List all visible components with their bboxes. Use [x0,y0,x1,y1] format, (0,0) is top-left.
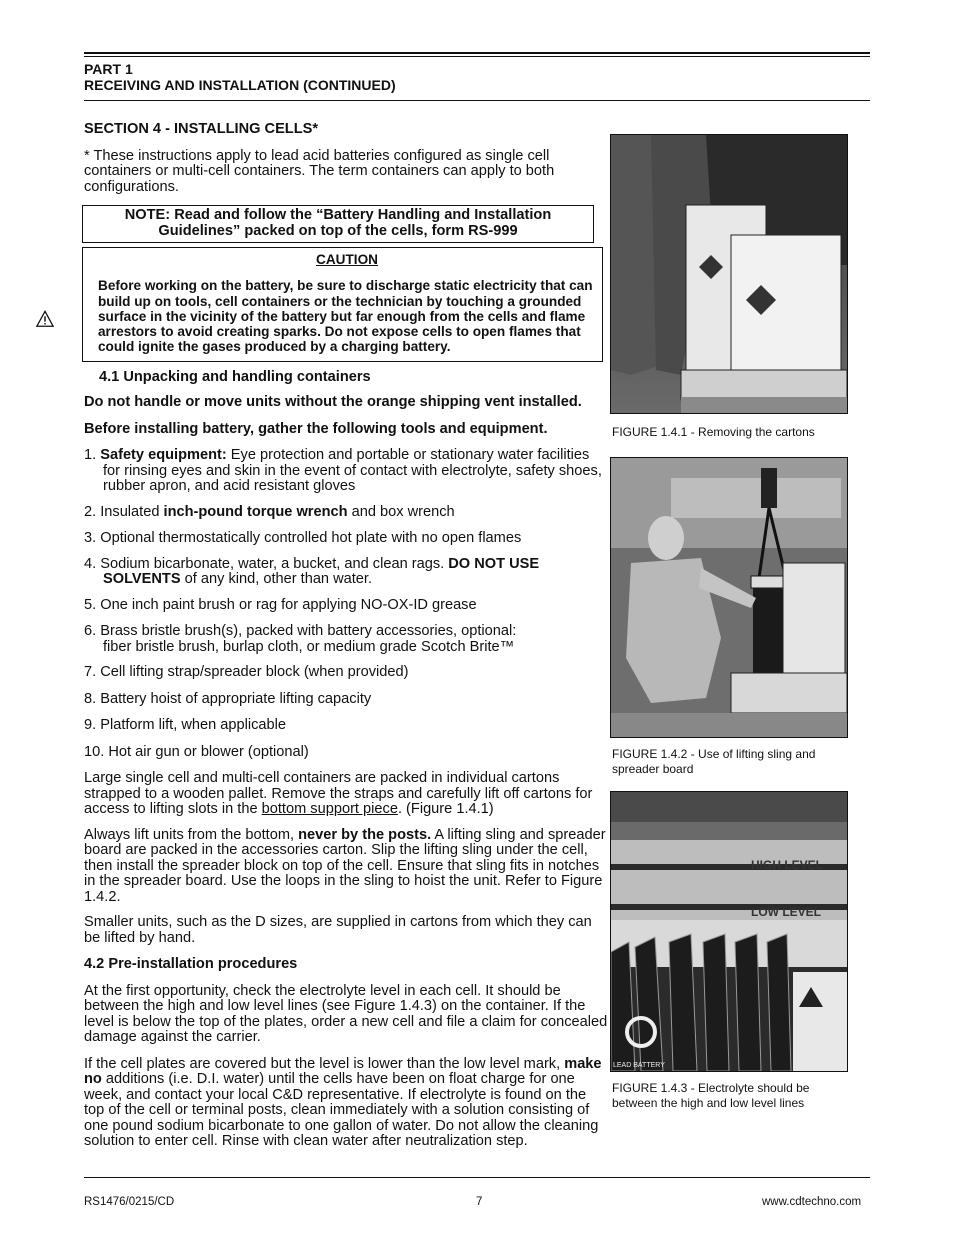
list-item-text: 6. Brass bristle brush(s), packed with battery accessories, optional: [84,623,517,640]
list-item-bold: DO NOT USE SOLVENTS [103,555,540,588]
list-item: 3. Optional thermostatically controlled hot plate with no open flames [84,530,522,547]
main-column [84,122,608,1150]
electrolyte-level-illustration [611,792,847,1071]
paragraph-electrolyte-check: At the first opportunity, check the electrolyte level in each cell. It should be between the high and low level lines (see Figure 1.4.3) on the container. If the level is below the top of the plates, order a new cell and file a claim for concealed damage against the carrier. [84,982,608,1046]
top-rule-thin [84,56,870,57]
list-item-text: and box wrench [347,503,455,520]
header-part: PART 1 [84,61,133,77]
low-level-label: LOW LEVEL [751,905,821,919]
paragraph-text: Always lift units from the bottom, [84,826,299,843]
list-item-text: Eye protection and portable or stationary water facilities for rinsing eyes and skin in the event of contact with electrolyte, safety shoes, rubber apron, and acid resistant gloves [103,447,602,495]
list-item-number: 1. [84,447,101,464]
paragraph-text: Large single cell and multi-cell containers are packed in individual cartons strapped to a wooden pallet. Remove the straps and carefully lift off cartons for access to lifting slots in the [84,770,593,818]
paragraph-text: A lifting sling and spreader board are packed in the accessories carton. Slip the lifting sling under the cell, then install the spreader block on top of the cell. Ensure that sling fits in notches in the spreader board. Use the loops in the sling to hoist the unit. Refer to Figure 1.4.2. [84,826,606,905]
subsection-title-4-2: 4.2 Pre-installation procedures [84,956,298,973]
paragraph-bold: never by the posts. [298,826,432,843]
figure-1-4-3-photo [610,791,848,1072]
caption-line: FIGURE 1.4.3 - Electrolyte should be [612,1081,810,1095]
paragraph-electrolyte-level [84,1057,608,1150]
paragraph-bold: make no [84,1055,602,1088]
list-item-text: 4. Sodium bicarbonate, water, a bucket, and clean rags. [84,555,449,572]
paragraph-text: . (Figure 1.4.1) [397,801,494,818]
warning-triangle-icon [36,310,54,328]
paragraph-underline: bottom support piece [261,801,398,818]
list-item: 7. Cell lifting strap/spreader block (when provided) [84,664,409,681]
figure-1-4-1-caption: FIGURE 1.4.1 - Removing the cartons [612,425,815,439]
top-rule-thick [84,52,870,54]
header-rule [84,100,870,101]
high-level-label: HIGH LEVEL [751,858,824,872]
figure-1-4-1-photo [610,134,848,414]
removing-cartons-illustration [611,135,847,413]
paragraph-text: additions (i.e. D.I. water) until the cells have been on float charge for one week, and contact your local C&D representative. If electrolyte is found on the top of the cell or terminal posts, clean immediately with a solution consisting of one pound sodium bicarbonate to one gallon of water. Do not allow the cleaning solution to enter cell. Rinse with clean water after neutralization step. [84,1071,599,1150]
caution-box [82,247,603,362]
paragraph-lifting [84,828,608,906]
list-item: 10. Hot air gun or blower (optional) [84,743,309,760]
caption-line: between the high and low level lines [612,1096,805,1110]
list-item-bold: inch-pound torque wrench [163,503,348,520]
list-item-text: of any kind, other than water. [180,571,373,588]
tools-intro: Before installing battery, gather the following tools and equipment. [84,420,548,437]
list-item-text: 2. Insulated [84,503,164,520]
shipping-vent-warning: Do not handle or move units without the orange shipping vent installed. [84,394,582,411]
paragraph-small-units: Smaller units, such as the D sizes, are supplied in cartons from which they can be lifted by hand. [84,914,592,946]
section-title: SECTION 4 - INSTALLING CELLS* [84,121,319,137]
list-item-bold: Safety equipment: [100,447,227,464]
caption-line: FIGURE 1.4.2 - Use of lifting sling and [612,747,816,761]
lead-battery-label: LEAD BATTERY [613,1062,665,1069]
list-item-text: fiber bristle brush, burlap cloth, or medium grade Scotch Brite™ [103,638,515,655]
footer-doc-id: RS1476/0215/CD [84,1196,175,1208]
footer-page-number: 7 [476,1196,483,1208]
caution-title: CAUTION [316,252,378,267]
list-item [84,505,608,521]
list-item: 8. Battery hoist of appropriate lifting capacity [84,690,372,707]
figure-1-4-3-caption [612,1081,852,1111]
note-line-1: NOTE: Read and follow the “Battery Handling and Installation [124,207,552,223]
paragraph-cartons [84,771,608,818]
footer-rule [84,1177,870,1178]
section-intro: * These instructions apply to lead acid batteries configured as single cell containers or multi-cell containers. The term containers can apply to both configurations. [84,147,555,195]
caution-text: Before working on the battery, be sure to discharge static electricity that can build up on tools, cell containers or the technician by touching a grounded surface in the vicinity of the battery but far enough from the cells and flame arrestors to avoid creating sparks. Do not expose cells to open flames that could ignite the gases produced by a charging battery. [98,278,593,355]
note-line-2: Guidelines” packed on top of the cells, form RS-999 [158,222,518,239]
list-item [84,448,608,495]
figure-1-4-2-caption [612,747,852,777]
paragraph-text: If the cell plates are covered but the level is lower than the low level mark, [84,1055,565,1072]
figure-1-4-2-photo [610,457,848,738]
footer-url: www.cdtechno.com [762,1196,862,1208]
lifting-sling-illustration [611,458,847,737]
subsection-title-4-1: 4.1 Unpacking and handling containers [99,368,371,385]
note-box [82,205,594,243]
list-item [84,624,608,655]
caption-line: spreader board [612,762,694,776]
list-item: 5. One inch paint brush or rag for applying NO-OX-ID grease [84,596,477,613]
list-item [84,557,608,588]
header-title: RECEIVING AND INSTALLATION (CONTINUED) [84,77,396,93]
page-header [84,61,396,93]
list-item: 9. Platform lift, when applicable [84,717,286,734]
